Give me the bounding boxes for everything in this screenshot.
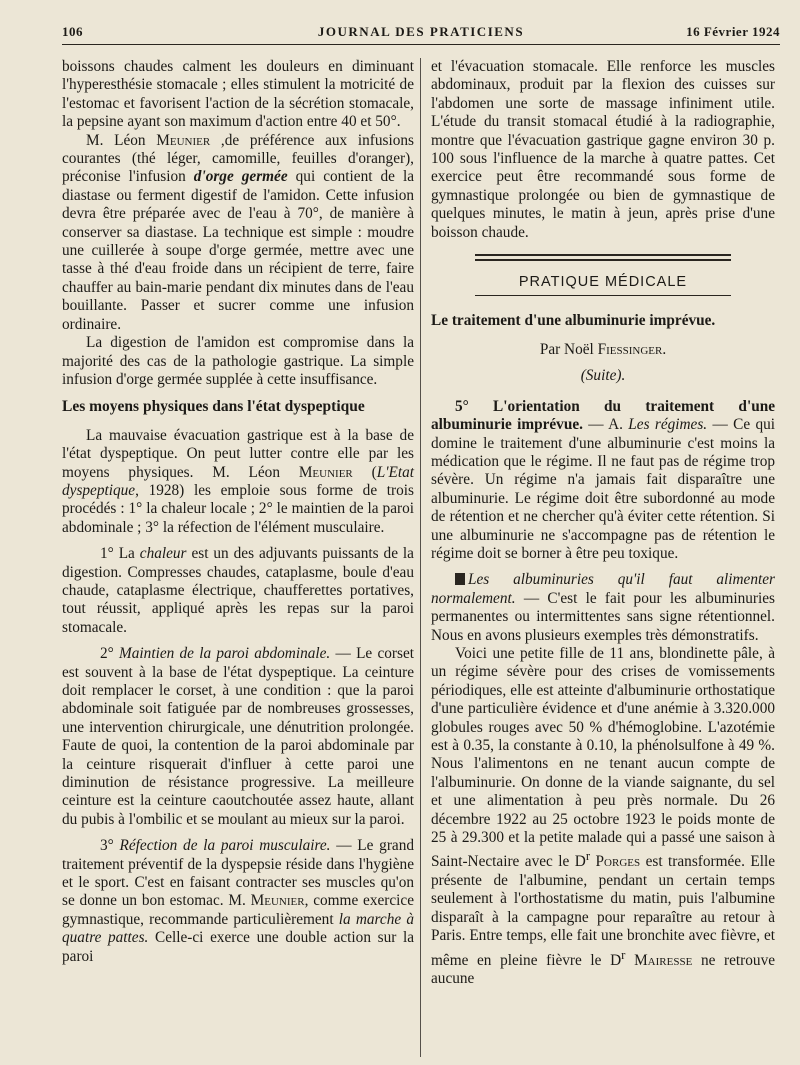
page-number: 106 <box>62 24 83 39</box>
continued-note: (Suite). <box>580 367 626 385</box>
journal-title: JOURNAL DES PRATICIENS <box>317 24 525 39</box>
issue-date: 16 Février 1924 <box>686 24 780 39</box>
section-double-rule <box>475 254 731 261</box>
paragraph-mark-icon <box>455 573 465 585</box>
author-name: Meunier <box>250 892 305 910</box>
section-rule <box>475 295 731 296</box>
paragraph: La digestion de l'amidon est compromise dans la majorité des cas de la pathologie gastrique. La simple infusion d'orge germée supplée à cette insuffisance. <box>62 334 414 388</box>
doctor-name: Porges <box>595 853 641 871</box>
paragraph: 3° Réfection de la paroi musculaire. — Le grand traitement préventif de la dyspepsie réside dans l'hygiène et le sport. C'est en faisant contracter ses muscles qu'on se donne un bon estomac. M. Meunier, comme exercice gymnastique, recommande particulièrement la marche à quatre pattes. Celle-ci exerce une double action sur la paroi <box>62 837 414 965</box>
right-column <box>431 58 775 988</box>
running-header <box>62 22 780 45</box>
column-divider <box>420 58 421 1057</box>
author-name: Meunier <box>156 131 211 149</box>
paragraph: 5° L'orientation du traitement d'une albuminurie imprévue. — A. Les régimes. — Ce qui domine le traitement d'une albuminurie c'est moins la médication que le régime. Il ne faut pas de régime trop sévère. Un régime n'a jamais fait disparaître une albuminurie. Le régime doit être subordonné au mode de rétention et ne chercher qu'à éviter cette rétention. Si une albuminurie ne s'accompagne pas de rétention le régime doit se borner à être peu toxique. <box>431 397 775 562</box>
section-title: PRATIQUE MÉDICALE <box>518 274 688 291</box>
paragraph: La mauvaise évacuation gastrique est à la base de l'état dyspeptique. On peut lutter contre elle par les moyens physiques. M. Léon Meunier (L'Etat dyspeptique, 1928) les emploie sous forme de trois procédés : 1° la chaleur locale ; 2° le maintien de la paroi abdominale ; 3° la réfection de l'élément musculaire. <box>62 426 414 536</box>
paragraph: 2° Maintien de la paroi abdominale. — Le corset est souvent à la base de l'état dyspeptique. La ceinture doit remplacer le corset, à une condition : que la paroi abdominale soit fatiguée par de nombreuses grossesses, une intervention chirurgicale, une dénutrition prolongée. Faute de quoi, la contention de la paroi abdominale par la ceinture risquerait d'influer à cette paroi une diminution de résistance progressive. La meilleure ceinture est la ceinture caoutchoutée assez haute, allant du pubis à l'ombilic et se moulant au mieux sur la paroi. <box>62 645 414 828</box>
paragraph: Voici une petite fille de 11 ans, blondinette pâle, à un régime sévère pour des crises de vomissements périodiques, elle est atteinte d'albuminurie orthostatique d'une particulière évidence et d'une anémie à 3.320.000 globules rouges avec 50 % d'hémoglobine. L'azotémie est à 0.35, la constante à 0.10, la phénolsulfone à 49 %. Nous l'alimentons en ne tenant aucun compte de l'albuminurie. On donne de la viande saignante, du sel et une alimentation à peu près normale. Du 26 décembre 1922 au 25 octobre 1923 le poids monte de 25 à 29.300 et la petite malade qui a passé une saison à Saint-Nectaire avec le $D^r$ Porges est transformée. Elle présente de l'albumine, pendant un certain temps seulement à l'orthostatisme du matin, puis l'albumine disparaît à la campagne pour reparaître au retour à Paris. Entre temps, elle fait une bronchite avec fièvre, et même en pleine fièvre le $D^r$ Mairesse ne retrouve aucune <box>431 644 776 988</box>
byline: Par Noël Fiessinger. <box>539 340 667 358</box>
article-title: Le traitement d'une albuminurie imprévue. <box>431 312 716 330</box>
paragraph: boissons chaudes calment les douleurs en diminuant l'hyperesthésie stomacale ; elles stimulent la motricité de l'estomac et favorisent l'action de la sécrétion stomacale, la pepsine ayant son maximum d'action entre 40 et 50°. <box>62 58 414 131</box>
paragraph: M. Léon Meunier ,de préférence aux infusions courantes (thé léger, camomille, feuilles d'oranger), préconise l'infusion d'orge germée qui contient de la diastase ou ferment digestif de l'amidon. Cette infusion devra être préparée avec de l'eau à 70°, de manière à conserver sa diastase. La technique est simple : moudre une cuillerée à soupe d'orge germée, mettre avec une tasse à thé d'eau froide dans un récipient de terre, faire chauffer au bain-marie pendant dix minutes dans de l'eau bouillante. Passer et sucrer comme une infusion ordinaire. <box>62 131 414 333</box>
author-name: Fiessinger. <box>597 340 667 358</box>
author-name: Meunier <box>298 463 353 481</box>
left-column <box>62 58 414 966</box>
paragraph: Les albuminuries qu'il faut alimenter normalement. — C'est le fait pour les albuminuries permanentes ou intermittentes sans signe rétentionnel. Nous en avons plusieurs exemples très démonstratifs. <box>431 571 775 644</box>
paragraph: 1° La chaleur est un des adjuvants puissants de la digestion. Compresses chaudes, cataplasme, boule d'eau chaude, cataplasme électrique, chaufferettes portatives, tout réussit, appliqué après les repas sur la paroi stomacale. <box>62 545 414 636</box>
paragraph: et l'évacuation stomacale. Elle renforce les muscles abdominaux, produit par la flexion des cuisses sur l'abdomen une sorte de massage infiniment utile. L'étude du transit stomacal étudié à la radiographie, montre que l'évacuation gastrique gagne environ 30 p. 100 sous l'influence de la marche à quatre pattes. Cet exercice peut être recommandé sous forme de gymnastique prolongée ou bien de gymnastique de quelques minutes, le matin à jeun, après prise d'une boisson chaude. <box>431 58 775 241</box>
section-heading: Les moyens physiques dans l'état dyspeptique <box>62 398 365 416</box>
doctor-name: Mairesse <box>634 951 693 969</box>
